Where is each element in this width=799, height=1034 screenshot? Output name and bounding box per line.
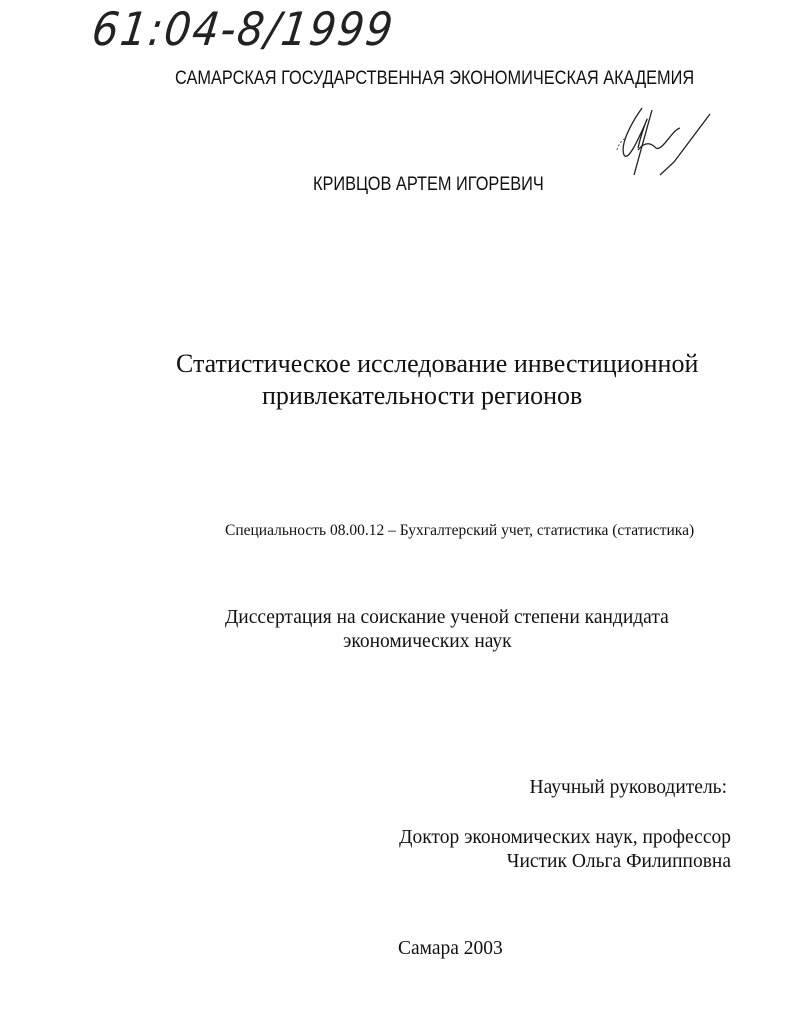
degree-line1: Диссертация на соискание ученой степени кандидата: [225, 607, 669, 628]
dissertation-title-line2: привлекательности регионов: [262, 381, 583, 410]
author-name: КРИВЦОВ АРТЕМ ИГОРЕВИЧ: [313, 174, 544, 195]
signature: [612, 100, 722, 180]
supervisor-label: Научный руководитель:: [529, 777, 727, 798]
supervisor-rank: Доктор экономических наук, профессор: [399, 827, 731, 848]
city-year: Самара 2003: [398, 938, 503, 959]
handwritten-archive-number: 61:04-8/1999: [89, 2, 398, 56]
degree-line2: экономических наук: [343, 631, 512, 652]
specialty: Специальность 08.00.12 – Бухгалтерский учет, статистика (статистика): [225, 522, 695, 539]
dissertation-title-line1: Статистическое исследование инвестиционной: [176, 349, 699, 378]
supervisor-name: Чистик Ольга Филипповна: [506, 851, 731, 872]
institution-name: САМАРСКАЯ ГОСУДАРСТВЕННАЯ ЭКОНОМИЧЕСКАЯ АКАДЕМИЯ: [175, 68, 695, 89]
